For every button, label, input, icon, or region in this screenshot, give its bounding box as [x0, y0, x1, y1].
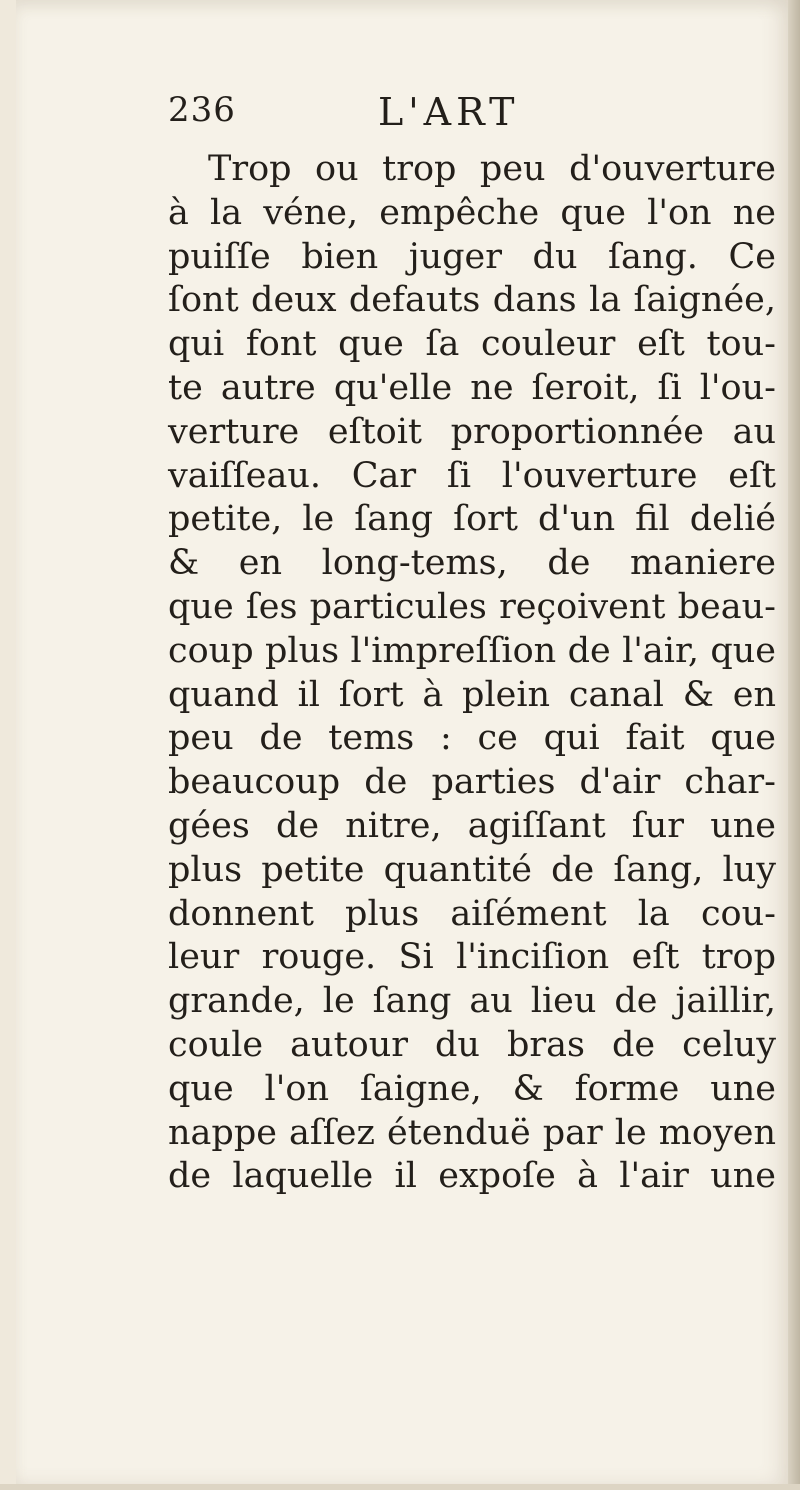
text-line: Trop ou trop peu d'ouverture — [208, 149, 776, 189]
body-text — [168, 148, 776, 1199]
text-line: verture eſtoit proportionnée au — [168, 411, 776, 452]
text-line: que l'on ſaigne, & forme une — [168, 1068, 776, 1109]
text-line: leur rouge. Si l'inciſion eſt trop — [168, 937, 776, 978]
page-number: 236 — [168, 90, 236, 130]
text-line: puiſſe bien juger du ſang. Ce — [168, 236, 776, 277]
text-line: peu de tems : ce qui fait que — [168, 718, 776, 759]
running-head: L'ART — [378, 90, 520, 134]
page-edge — [788, 0, 800, 1490]
page-header — [160, 90, 720, 140]
text-line: petite, le ſang ſort d'un fil delié — [168, 499, 776, 540]
text-line: à la véne, empêche que l'on ne — [168, 192, 776, 233]
text-line: que ſes particules reçoivent beau- — [168, 586, 776, 627]
text-line: coup plus l'impreſſion de l'air, que — [168, 630, 776, 671]
text-line: donnent plus aiſément la cou- — [168, 893, 776, 934]
text-line: ſont deux defauts dans la ſaignée, — [168, 280, 776, 321]
text-line: vaiſſeau. Car ſi l'ouverture eſt — [168, 455, 776, 496]
text-line: qui font que ſa couleur eſt tou- — [168, 324, 776, 365]
text-line: & en long-tems, de maniere — [168, 543, 776, 584]
text-line: quand il ſort à plein canal & en — [168, 674, 776, 715]
text-line: de laquelle il expoſe à l'air une — [168, 1156, 776, 1197]
text-line: coule autour du bras de celuy — [168, 1024, 776, 1065]
page-bottom-edge — [0, 1484, 800, 1490]
text-line: plus petite quantité de ſang, luy — [168, 849, 776, 890]
text-line: beaucoup de parties d'air char- — [168, 762, 776, 803]
text-line: gées de nitre, agiſſant ſur une — [168, 805, 776, 846]
text-line: nappe aſſez étenduë par le moyen — [168, 1112, 776, 1153]
text-line: te autre qu'elle ne ſeroit, ſi l'ou- — [168, 367, 776, 408]
text-line: grande, le ſang au lieu de jaillir, — [168, 981, 776, 1022]
